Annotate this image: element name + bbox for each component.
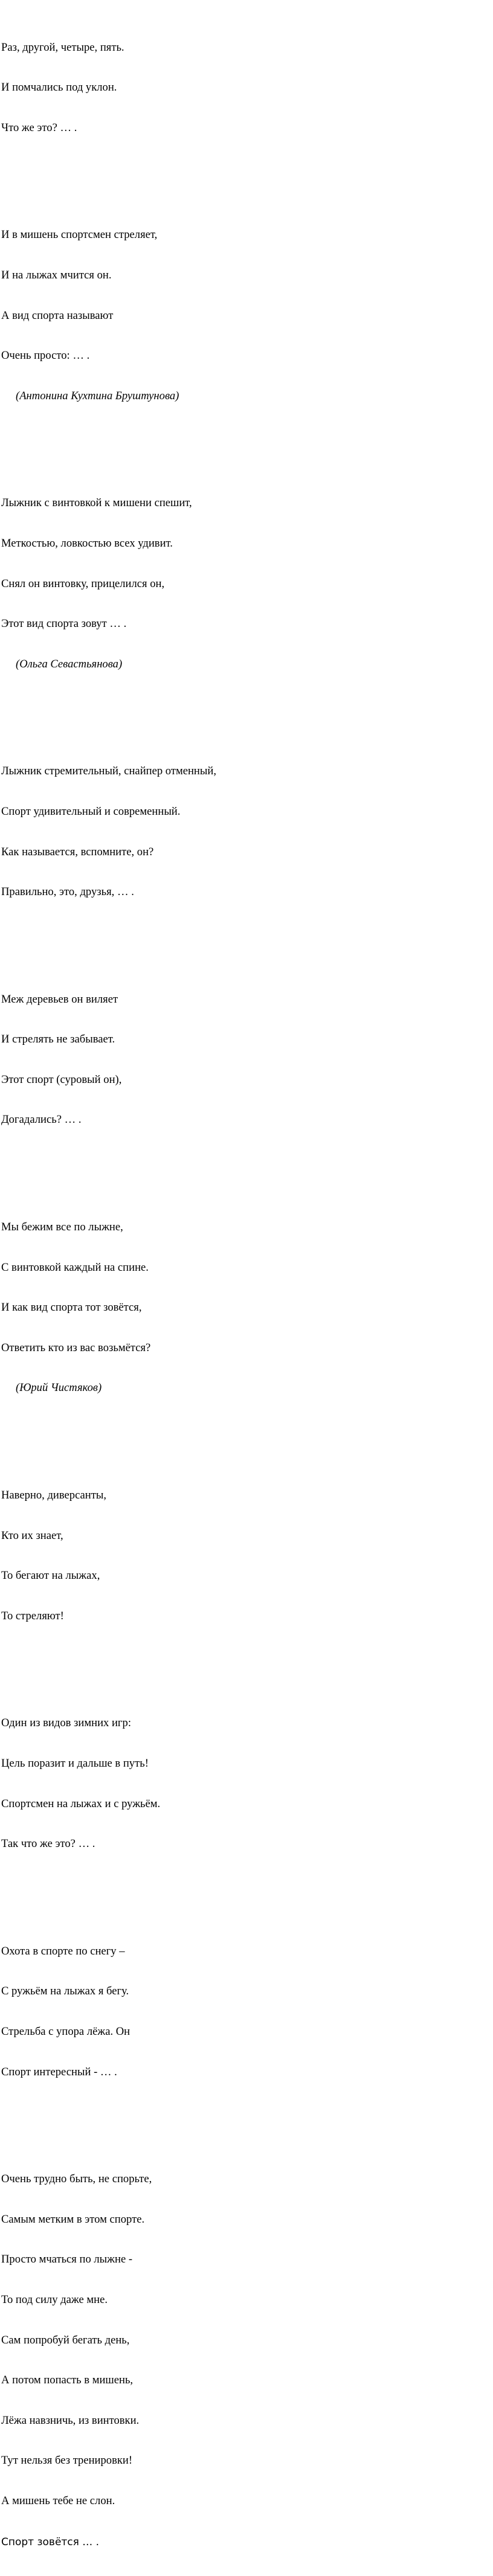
poem-line: Очень просто: … . [1,349,90,362]
poem-line: И в мишень спортсмен стреляет, [1,228,158,242]
poem-line: И стрелять не забывает. [1,1033,115,1046]
poem-line: И помчались под уклон. [1,81,117,94]
poem-line: Лыжник с винтовкой к мишени спешит, [1,496,192,510]
poem-line: Цель поразит и дальше в путь! [1,1757,149,1770]
poem-line: Тут нельзя без тренировки! [1,2454,133,2467]
stanza-spacer [1,2105,216,2119]
stanza-spacer [1,698,216,711]
poem-author: (Юрий Чистяков) [16,1381,102,1395]
poem-line: Меж деревьев он виляет [1,992,118,1006]
poem-line: Спорт удивительный и современный. [1,805,181,818]
poem-line: Охота в спорте по снегу – [1,1944,125,1958]
poem-line: И на лыжах мчится он. [1,268,112,281]
poem-line: Спортсмен на лыжах и с ружьём. [1,1797,161,1810]
poem-line: Как называется, вспомните, он? [1,845,154,858]
stanza-spacer [1,1422,216,1435]
poem-line: Правильно, это, друзья, … . [1,885,134,899]
poem-line: Меткостью, ловкостью всех удивит. [1,536,173,550]
poem-line: И как вид спорта тот зовётся, [1,1301,142,1314]
poem-line: С винтовкой каждый на спине. [1,1261,149,1274]
poem-line: Кто их знает, [1,1529,63,1542]
stanza-spacer [1,1649,216,1663]
poem-line: Так что же это? … . [1,1837,95,1851]
poem-line: А мишень тебе не слон. [1,2494,115,2507]
poem-line: Этот спорт (суровый он), [1,1073,122,1086]
poem-line: Ответить кто из вас возьмётся? [1,1341,151,1354]
poem-author: (Ольга Севастьянова) [16,657,123,670]
poem-line: Самым метким в этом спорте. [1,2212,145,2226]
poem-line: Раз, другой, четыре, пять. [1,40,124,54]
poem-line: Этот вид спорта зовут … . [1,617,127,631]
stanza-spacer [1,1154,216,1167]
poem-line: Мы бежим все по лыжне, [1,1221,123,1234]
poem-line: То стреляют! [1,1609,64,1622]
poem-line: Лёжа навзничь, из винтовки. [1,2414,140,2427]
stanza-spacer [1,161,216,175]
poem-line: Просто мчаться по лыжне - [1,2253,133,2266]
poem-line: То под силу даже мне. [1,2293,108,2306]
poem-line: Спорт интересный - … . [1,2065,117,2078]
poem-line: Что же это? … . [1,121,77,134]
poem-line: С ружьём на лыжах я бегу. [1,1985,129,1998]
poem-line: А потом попасть в мишень, [1,2374,134,2387]
stanza-spacer [1,926,216,939]
poem-line: То бегают на лыжах, [1,1569,100,1582]
poem-line: Стрельба с упора лёжа. Он [1,2025,130,2038]
stanza-spacer [1,429,216,443]
poem-line: Сам попробуй бегать день, [1,2333,130,2346]
poem-text [1,1,216,2576]
poem-line: А вид спорта называют [1,309,114,322]
poem-line: Лыжник стремительный, снайпер отменный, [1,765,216,778]
poem-line: Догадались? … . [1,1113,82,1126]
poem-line: Один из видов зимних игр: [1,1717,131,1730]
poem-line: Очень трудно быть, не спорьте, [1,2173,152,2186]
poem-line: Снял он винтовку, прицелился он, [1,577,165,590]
poem-author: (Антонина Кухтина Бруштунова) [16,389,179,402]
stanza-spacer [1,1878,216,1891]
poem-final-line: Спорт зовётся … . [1,2536,100,2548]
poem-line: Наверно, диверсанты, [1,1489,107,1502]
